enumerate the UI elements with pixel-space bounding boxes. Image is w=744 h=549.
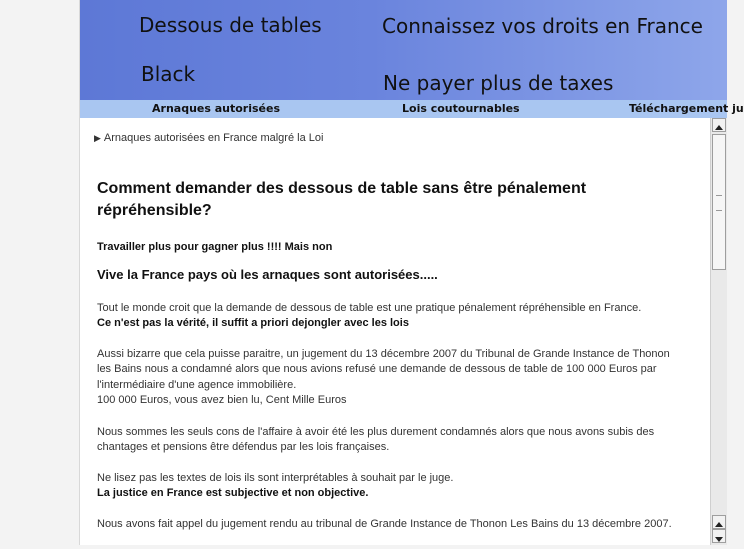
nav-item-telechargement[interactable]: Téléchargement ju: [629, 102, 744, 115]
paragraph-2-line-2: les Bains nous a condamné alors que nous avions refusé une demande de dessous de table de 100 000 Euros par: [97, 363, 657, 376]
nav-item-lois[interactable]: Lois coutournables: [402, 102, 520, 115]
article-lead: Vive la France pays où les arnaques sont autorisées.....: [97, 267, 438, 282]
paragraph-4-line-2: La justice en France est subjective et non objective.: [97, 487, 369, 500]
scroll-up-button[interactable]: [712, 118, 726, 132]
site-banner: [80, 0, 727, 100]
paragraph-3-line-1: Nous sommes les seuls cons de l'affaire à avoir été les plus durement condamnés alors que nous avons subis des: [97, 426, 655, 438]
arrow-up-icon: [713, 122, 725, 134]
nav-item-arnaques[interactable]: Arnaques autorisées: [152, 102, 281, 115]
left-gutter: [0, 0, 80, 545]
paragraph-4: [97, 471, 687, 502]
breadcrumb[interactable]: [94, 132, 323, 144]
banner-title-taxes: Ne payer plus de taxes: [383, 71, 614, 95]
paragraph-1-line-2: Ce n'est pas la vérité, il suffit a priori dejongler avec les lois: [97, 317, 409, 330]
article-title: Comment demander des dessous de table sans être pénalement répréhensible?: [97, 180, 587, 219]
banner-title-black: Black: [141, 62, 196, 86]
breadcrumb-label: Arnaques autorisées en France malgré la Loi: [103, 132, 324, 144]
grip-icon: [716, 195, 722, 211]
triangle-right-icon: ▶: [94, 133, 101, 143]
article-subtitle: Travailler plus pour gagner plus !!!! Mais non: [97, 241, 333, 253]
paragraph-1: [97, 301, 687, 332]
vertical-scrollbar[interactable]: [710, 118, 727, 545]
paragraph-2-line-4: 100 000 Euros, vous avez bien lu, Cent Mille Euros: [97, 393, 347, 406]
paragraph-4-line-1: Ne lisez pas les textes de lois ils sont interprétables à souhait par le juge.: [97, 472, 454, 484]
scroll-up-button-lower[interactable]: [712, 515, 726, 529]
scrollbar-thumb[interactable]: [712, 134, 726, 270]
paragraph-3-line-2: chantages et pensions être défendus par les lois françaises.: [97, 441, 390, 454]
content-frame: [80, 118, 727, 545]
top-navigation: [80, 100, 744, 118]
paragraph-2-line-1: Aussi bizarre que cela puisse paraitre, un jugement du 13 décembre 2007 du Tribunal de Grande Instance de Thonon: [97, 348, 670, 360]
paragraph-1-line-1: Tout le monde croit que la demande de dessous de table est une pratique pénalement répréhensible en France.: [97, 302, 642, 314]
scroll-down-button[interactable]: [712, 529, 726, 543]
paragraph-2: [97, 347, 687, 408]
paragraph-2-line-3: l'intermédiaire d'une agence immobilière.: [97, 378, 297, 391]
paragraph-3: [97, 425, 687, 456]
banner-title-droits: Connaissez vos droits en France: [382, 14, 703, 38]
arrow-down-icon: [713, 533, 725, 545]
paragraph-5-line-1: Nous avons fait appel du jugement rendu au tribunal de Grande Instance de Thonon Les Bains du 13 décembre 2007.: [97, 518, 672, 530]
banner-title-dessous: Dessous de tables: [139, 13, 322, 37]
paragraph-5: [97, 517, 687, 532]
